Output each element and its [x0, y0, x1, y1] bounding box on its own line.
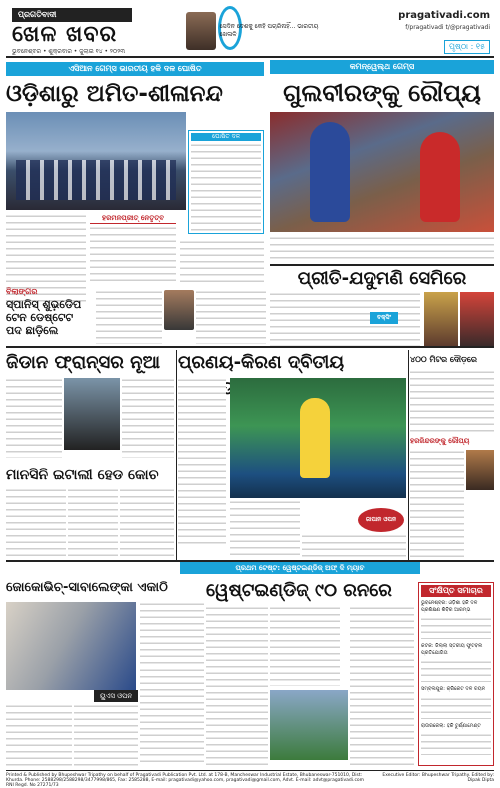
- hockey-column-2: [90, 226, 176, 282]
- news-brief-text: [421, 617, 491, 639]
- page-number: ପୃଷ୍ଠା : ୧୫: [444, 40, 490, 54]
- news-brief-item: କଟକ: ଜିଲ୍ଲା ସ୍ତରୀୟ ଫୁଟବଲ ପ୍ରତିଯୋଗିତା: [421, 643, 483, 656]
- news-brief-item: ଭୁବନେଶ୍ବର: ଓଡ଼ିଶା ହକି ଦଳ ପ୍ରଶିକ୍ଷଣ ଶିବିର ଆରମ୍ଭ: [421, 600, 478, 613]
- news-brief-item: ସମ୍ବଲପୁର: କ୍ରିକେଟ ଦଳ ଚୟନ: [421, 686, 486, 692]
- masthead: [6, 6, 494, 58]
- hockey-tag: ଏସିଆନ ଗେମ୍ସ ଭାରତୀୟ ହକି ଦଳ ଘୋଷିତ: [6, 62, 264, 76]
- masthead-right: [336, 6, 494, 56]
- mancini-headline: ମାନସିନି ଇଟାଲୀ ହେଡ କୋଚ: [6, 467, 159, 483]
- gulbir-headline: ଗୁଲବୀରଙ୍କୁ ରୌପ୍ୟ: [283, 79, 481, 107]
- prannoy-headline: ପ୍ରଣୟ-କିରଣ ଦ୍ବିତୀୟ: [178, 352, 345, 373]
- team-list-body: [191, 143, 261, 231]
- cricket-team-photo: [270, 690, 348, 760]
- zidane-body-2: [122, 378, 174, 458]
- boxing-badge: ବକ୍ସିଂ: [370, 312, 398, 324]
- zidane-photo: [64, 378, 120, 450]
- website-link[interactable]: pragativadi.com: [398, 10, 490, 21]
- test-match-banner: ପ୍ରଥମ ଟେଷ୍ଟ: ୱେଷ୍ଟଇଣ୍ଡିଜ୍ ଅଫ୍ ଦି ମ୍ୟାଚ: [180, 562, 420, 574]
- vilanger-headline: ସ୍ପାନିସ୍ ଶୁଭଡେ଼ିପ ଟେନ ଡେଷ୍ଟେଟ ପଦ ଛାଡ଼ିଲେ: [6, 298, 82, 337]
- boxer-photo-1: [424, 292, 458, 346]
- team-list-title: ଘୋଷିତ ଦଳ: [191, 133, 261, 141]
- vilanger-photo: [164, 290, 194, 330]
- columnist-photo: [186, 12, 216, 50]
- column-divider: [408, 350, 409, 560]
- djokovic-sabalenka-photo: [6, 602, 136, 690]
- hockey-headline: ଓଡ଼ିଶାରୁ ଅମିତ-ଶୀଳାନନ୍ଦ: [6, 81, 223, 107]
- social-handles[interactable]: f/pragativadi t/@pragativadi: [405, 24, 490, 31]
- section-title: ଖେଳ ଖବର: [12, 22, 118, 47]
- masthead-quote: ସେଦିନ ଦେଶକୁ କେହି ପଚାରିନାହିଁ... ଭାରତୀୟ ଖେଳାଳି: [219, 23, 319, 38]
- vilanger-tag: ବିଲାଙ୍ଗର: [6, 287, 38, 296]
- vilanger-body-2: [196, 290, 266, 344]
- 400m-headline: ୪୦୦ ମିଟର ଦୌଡ଼ରେ: [410, 355, 477, 364]
- djokovic-body-4: [140, 668, 204, 766]
- westindies-body-1: [206, 606, 268, 766]
- westindies-body-3: [350, 606, 414, 766]
- prannoy-body-2: [230, 500, 300, 560]
- 400m-body: [410, 370, 494, 432]
- hockey-subhead: ହରମନପ୍ରୀତ୍ ନେତୃତ୍ବ: [90, 214, 176, 224]
- japan-open-badge: ଜାପାନ ଓପନ: [358, 508, 404, 532]
- djokovic-body-2: [6, 704, 72, 766]
- harjinder-body: [410, 450, 464, 558]
- vilanger-body-1: [96, 290, 162, 344]
- djokovic-body-1: [140, 602, 204, 666]
- mancini-body-2: [68, 488, 118, 558]
- masthead-left: [6, 6, 186, 56]
- news-brief-text: [421, 697, 491, 719]
- gulbir-tag: କମନ୍‌ୱେଲ୍ଥ ଗେମ୍ସ: [270, 60, 494, 74]
- prannoy-body-1: [178, 378, 226, 548]
- news-brief-box: [418, 582, 494, 766]
- zidane-body-1: [6, 378, 62, 458]
- mancini-body-3: [120, 488, 174, 558]
- brand-name: ପ୍ରଗତିବାଦୀ: [12, 8, 132, 22]
- preeti-headline: ପ୍ରୀତି-ଯଦୁମଣି ସେମିରେ: [270, 264, 494, 290]
- column-divider: [176, 350, 177, 560]
- westindies-headline: ୱେଷ୍ଟଇଣ୍ଡିଜ୍ ୯୦ ରନରେ: [206, 580, 392, 601]
- imprint-text: Printed & Published by Bhupeshwar Tripathy on behalf of Pragativadi Publication Pvt. Ltd. at 178-B, Mancheswar Industrial Estate, Bhubaneswar-751010, Dist: Khurda. Phone: 2588298/2588298/3477998/865, Fax: 2585288, E-mail: pragativadi@yahoo.com, pragativadi@gmail.com, Advt. E-mail: advt@pragativadi.com RNI Regd. No 27271/73: [6, 773, 365, 788]
- zidane-headline: ଜିଡାନ ଫ୍ରାନ୍ସର ନୂଆ: [6, 352, 161, 373]
- mancini-body-1: [6, 488, 66, 558]
- news-brief-item: ରାଉରକେଲା: ହକି ଟୁର୍ଣ୍ଣାମେଣ୍ଟ: [421, 722, 481, 729]
- imprint-footer: [6, 770, 494, 786]
- issue-date: ଭୁବନେଶ୍ବର • ଶୁକ୍ରବାର • ଜୁଲାଇ ୧୪ • ୨୦୨୩: [12, 48, 125, 55]
- us-open-tag: ୟୁଏସ ଓପନ: [94, 690, 138, 702]
- news-brief-text: [421, 733, 491, 755]
- westindies-body-2: [270, 606, 340, 686]
- harjinder-photo: [466, 450, 494, 490]
- badminton-photo: [230, 378, 406, 498]
- gulbir-body: [270, 236, 494, 262]
- news-brief-text: [421, 660, 491, 682]
- section-divider: [6, 346, 494, 348]
- hockey-team-photo: [6, 112, 186, 210]
- gulbir-race-photo: [270, 112, 494, 232]
- harjinder-subhead: ହରଜିନ୍ଦରଙ୍କୁ ରୌପ୍ୟ: [410, 437, 470, 445]
- masthead-quote-block: [186, 6, 336, 56]
- editor-credit: Executive Editor: Bhupeshwar Tripathy. Edited by: Dipak Dipta: [382, 773, 494, 783]
- djokovic-body-3: [74, 704, 138, 766]
- team-list-box: [188, 130, 264, 234]
- prannoy-body-3: [302, 534, 406, 560]
- djokovic-headline: ଜୋକୋଭିଚ୍-ସାବାଲେଙ୍କା ଏକାଠି: [6, 580, 168, 595]
- news-brief-title: ସଂକ୍ଷିପ୍ତ ସମାଚାର: [421, 585, 491, 597]
- hockey-column-3: [180, 240, 264, 284]
- boxer-photo-2: [460, 292, 494, 346]
